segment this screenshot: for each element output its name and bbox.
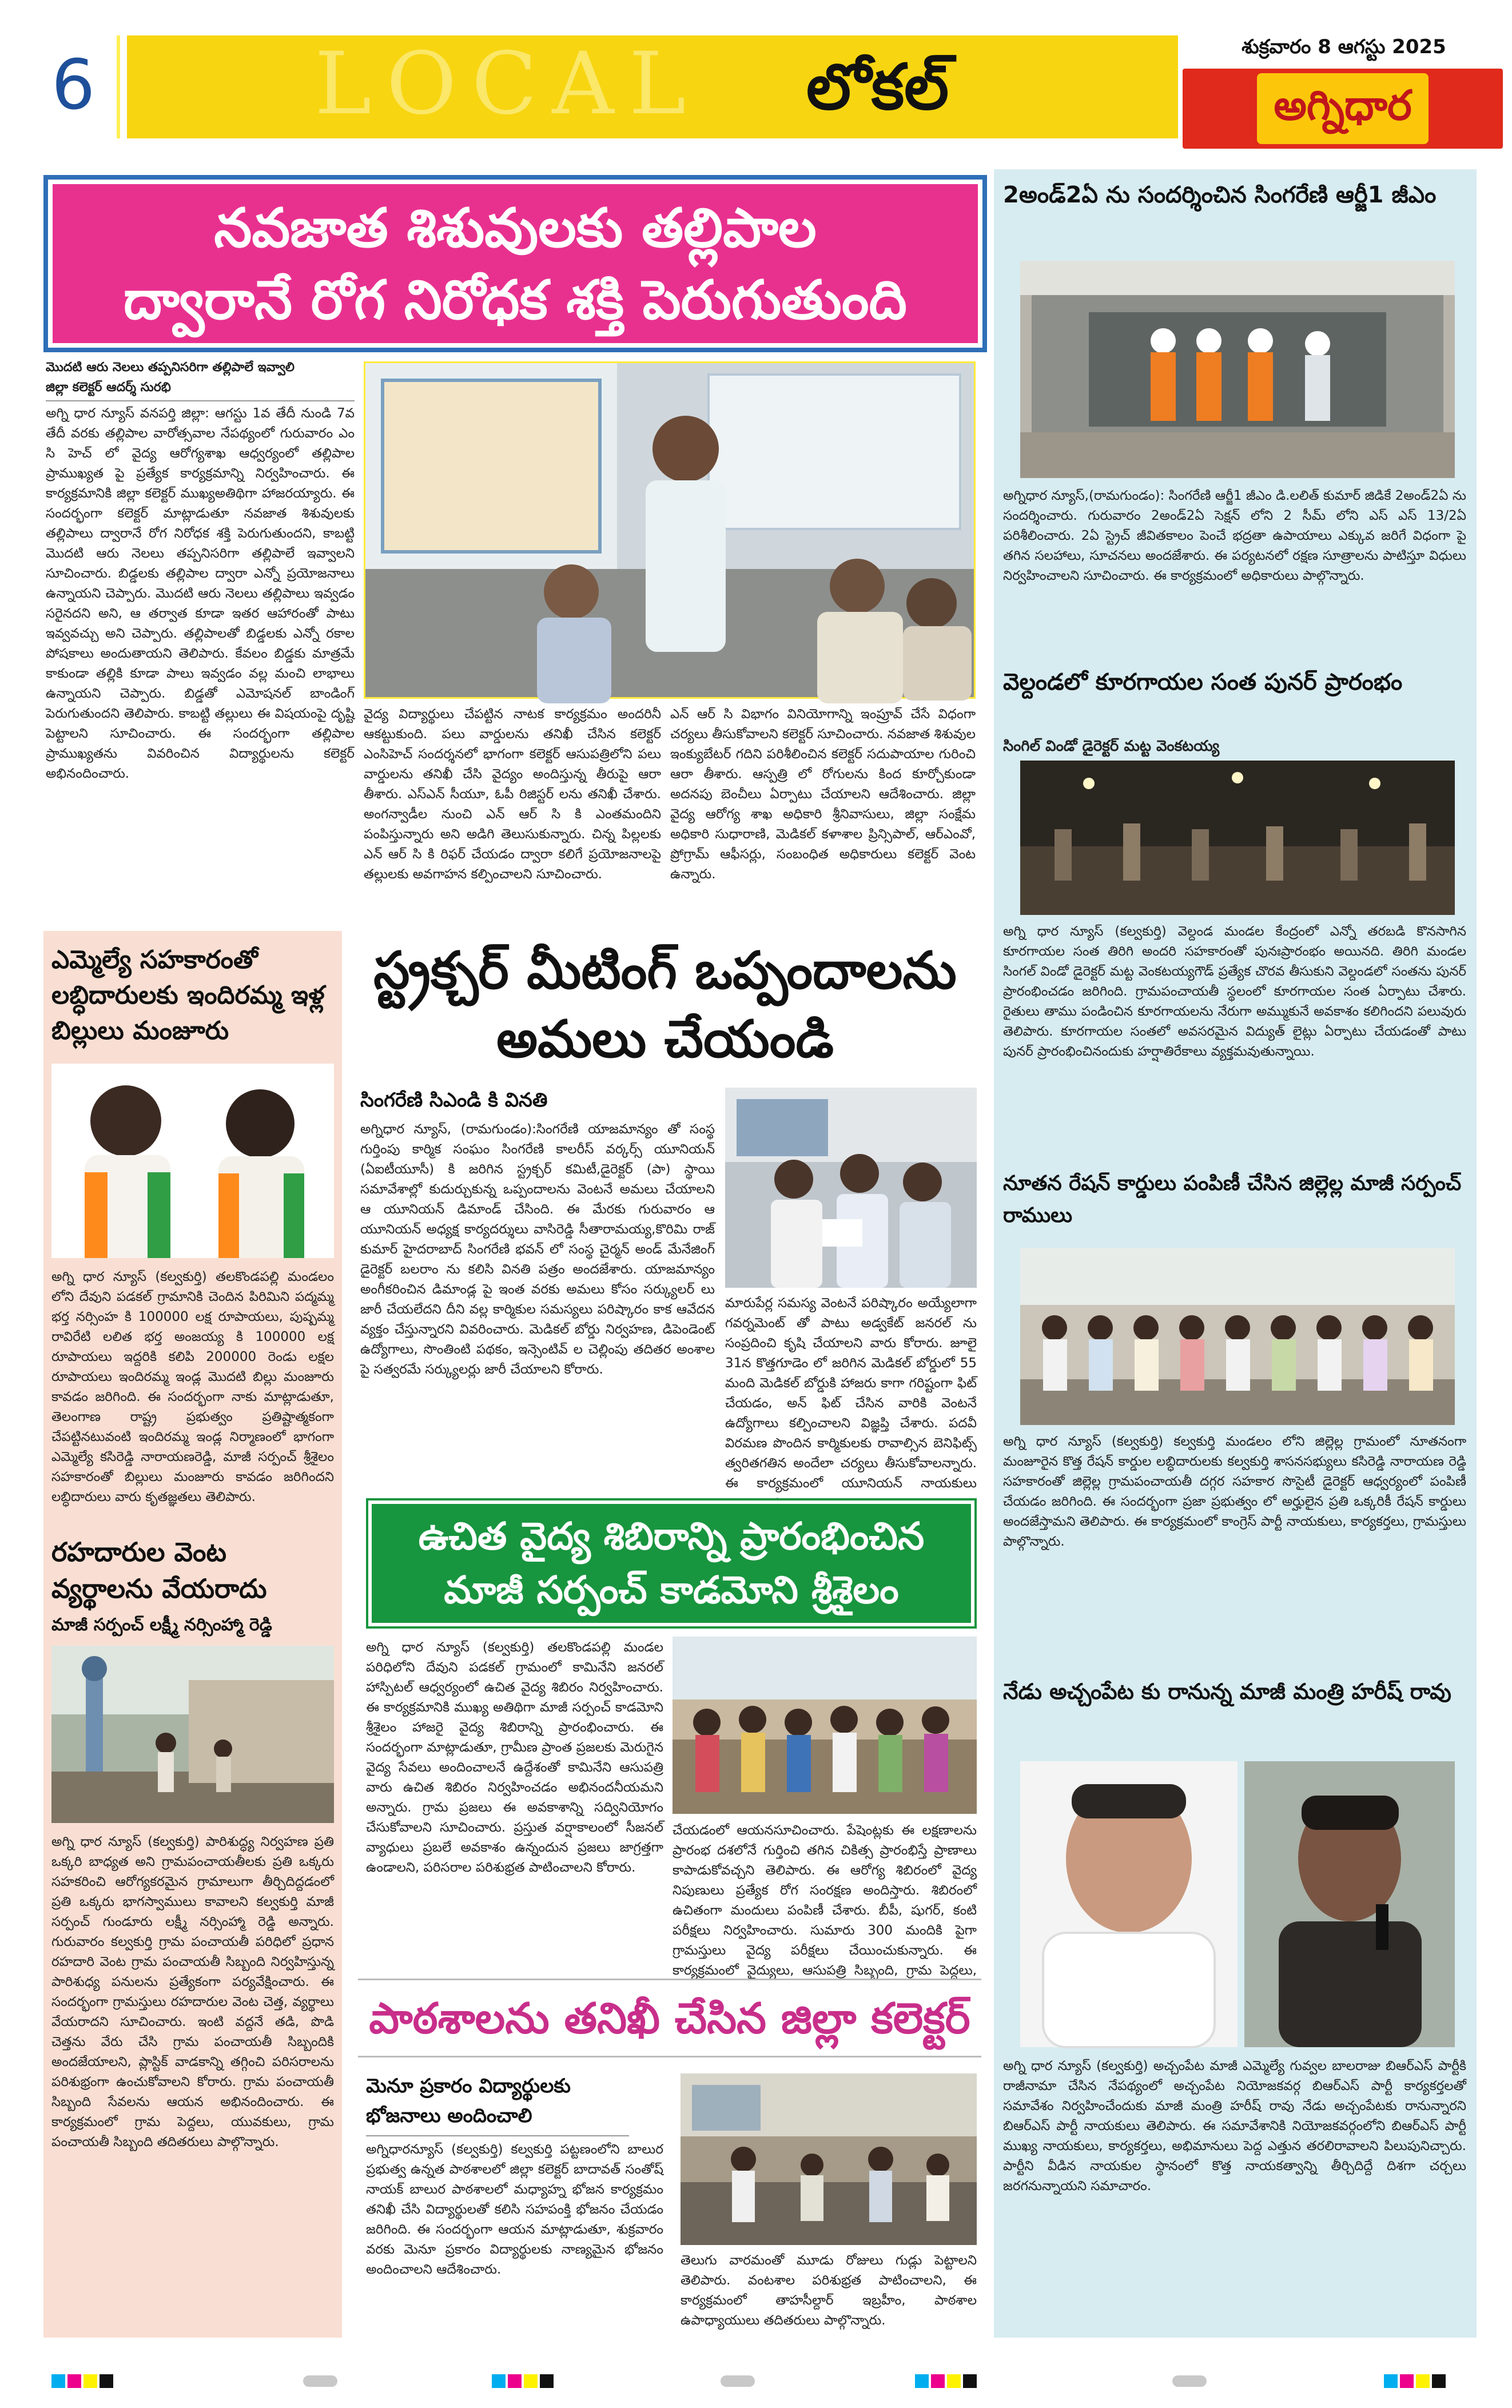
left-story2-body: అగ్ని ధార న్యూస్ (కల్వకుర్తి) పారిశుద్ధ్య నిర్వహణ ప్రతి ఒక్కరి బాధ్యత అని గ్రామపంచాయతీలకు ప్రతి ఒక్కరు సహకరించి ఆరోగ్యకరమైన గ్రామాలుగా తీర్చిదిద్దడంలో ప్రతి ఒక్కరు భాగస్వాములు కావాలని కల్వకుర్తి మాజీ సర్పంచ్ గుండూరు లక్ష్మీ నర్సింహ్మా రెడ్డి అన్నారు. గురువారం కల్వకుర్తి గ్రామ పంచాయతీ పరిధిలో ప్రధాన రహదారి వెంట గ్రామ పంచాయతీ సిబ్బంది నిర్వహిస్తున్న పారిశుధ్య పనులను ప్రత్యేకంగా పర్యవేక్షించారు. ఈ సందర్భంగా గ్రామస్తులు రహదారుల వెంట చెత్త, వ్యర్థాలు వేయరాదని సూచించారు. ఇంటి వద్దనే తడి, పొడి చెత్తను వేరు చేసి గ్రామ పంచాయతీ సిబ్బందికి అందజేయాలని, ప్లాస్టిక్ వాడకాన్ని తగ్గించి పరిసరాలను పరిశుభ్రంగా ఉంచుకోవాలని కోరారు. గ్రామ పంచాయతీ సిబ్బంది సేవలను ఆయన అభినందించారు. ఈ కార్యక్రమంలో గ్రామ పెద్దలు, యువకులు, గ్రామ పంచాయతీ సిబ్బంది తదితరులు పాల్గొన్నారు. [51,1834,334,2150]
page-number: 6 [51,46,96,125]
right-story2-subhead: సింగిల్ విండో డైరెక్టర్ మట్ట వెంకటయ్య [1003,738,1220,755]
regmark-magenta-4 [1400,2374,1414,2388]
regmark-magenta-2 [508,2374,522,2388]
right-story2-headline: వెల్దండలో కూరగాయల సంత పునర్ ప్రారంభం [1003,669,1403,695]
regmark-grey-3 [1172,2375,1207,2387]
section-label-en: LOCAL [315,34,701,134]
center-story2-body-a: అగ్ని ధార న్యూస్ (కల్వకుర్తి) తలకొండపల్లి మండల పరిధిలోని దేవుని పడకల్ గ్రామంలో కామినేని జనరల్ హాస్పిటల్ ఆధ్వర్యంలో ఉచిత వైద్య శిబిరం నిర్వహించారు. ఈ కార్యక్రమానికి ముఖ్య అతిథిగా మాజీ సర్పంచ్ కాడమోని శ్రీశైలం హాజరై వైద్య శిబిరాన్ని ప్రారంభించారు. ఈ సందర్భంగా మాట్లాడుతూ, గ్రామీణ ప్రాంత ప్రజలకు మెరుగైన వైద్య సేవలు అందించాలనే ఉద్దేశంతో కామినేని ఆసుపత్రి వారు ఉచిత శిబిరం నిర్వహించడం అభినందనీయమని అన్నారు. గ్రామ ప్రజలు ఈ అవకాశాన్ని సద్వినియోగం చేసుకోవాలని సూచించారు. ప్రస్తుత వర్షాకాలంలో సీజనల్ వ్యాధులు ప్రబలే అవకాశం ఉన్నందున ప్రజలు జాగ్రత్తగా ఉండాలని, పరిసరాల పరిశుభ్రత పాటించాలని కోరారు. [366,1640,663,1875]
right-story1-headline: 2అండ్2ఏ ను సందర్శించిన సింగరేణి ఆర్జీ1 జీఎం [1003,182,1437,208]
right-story4-photo-right [1244,1761,1455,2047]
lead-body-col1: అగ్ని ధార న్యూస్ వనపర్తి జిల్లా: ఆగస్టు 1వ తేదీ నుండి 7వ తేదీ వరకు తల్లిపాల వారోత్సవాల నేపథ్యంలో గురువారం ఎం సి హెచ్ లో వైద్య ఆరోగ్యశాఖ ఆధ్వర్యంలో తల్లిపాల ప్రాముఖ్యత పై ప్రత్యేక కార్యక్రమాన్ని నిర్వహించారు. ఈ కార్యక్రమానికి జిల్లా కలెక్టర్ ముఖ్యఅతిథిగా హాజరయ్యారు. ఈ సందర్భంగా కలెక్టర్ మాట్లాడుతూ నవజాత శిశువులకు తల్లిపాలు ద్వారానే రోగ నిరోధక శక్తి పెరుగుతుందని, కాబట్టి మొదటి ఆరు నెలలు తప్పనిసరిగా తల్లిపాలే ఇవ్వాలని సూచించారు. బిడ్డలకు తల్లిపాల ద్వారా ఎన్నో ప్రయోజనాలు ఉన్నాయని చెప్పారు. మొదటి ఆరు నెలలు తల్లిపాలు ఇవ్వడం సరైనదని అని, ఆ తర్వాత కూడా ఇతర ఆహారంతో పాటు ఇవ్వవచ్చు అని చెప్పారు. తల్లిపాలతో బిడ్డలకు ఎన్నో రకాల పోషకాలు అందుతాయని తెలిపారు. కేవలం బిడ్డకు మాత్రమే కాకుండా తల్లికి కూడా పాలు ఇవ్వడం వల్ల మంచి లాభాలు ఉన్నాయని చెప్పారు. బిడ్డతో ఎమోషనల్ బాండింగ్ పెరుగుతుందని తెలిపారు. కాబట్టి తల్లులు ఈ విషయంపై దృష్టి పెట్టాలని సూచించారు. ఈ సందర్భంగా తల్లిపాల ప్రాముఖ్యతను వివరించిన విద్యార్థులను కలెక్టర్ అభినందించారు. [46,406,355,781]
center-story3-subhead-1: మెనూ ప్రకారం విద్యార్థులకు [366,2075,571,2097]
regmark-magenta-1 [67,2374,81,2388]
center-story1-headline-line2: అమలు చేయండి [496,1009,834,1069]
regmark-yellow-3 [947,2374,961,2388]
center-story2-headline-line1: ఉచిత వైద్య శిబిరాన్ని ప్రారంభించిన [418,1514,925,1558]
right-story4-photo-right-scene [1244,1761,1455,2047]
right-story2-photo-scene [1020,761,1455,915]
left-story2-headline: రహదారుల వెంట వ్యర్థాలను వేయరాదు [51,1537,267,1604]
right-story3-photo-scene [1020,1248,1455,1425]
section-label-te: లోకల్ [806,50,949,124]
lead-photo [364,361,976,699]
center-story3-subhead-2: భోజనాలు అందించాలి [366,2104,532,2127]
right-story4-headline: నేడు అచ్చంపేట కు రానున్న మాజీ మంత్రి హరీష్ రావు [1003,1679,1451,1704]
left-story1-photo [51,1064,334,1258]
left-story1-photo-scene [51,1064,334,1258]
regmark-black-3 [963,2374,977,2388]
lead-headline-line2: ద్వారానే రోగ నిరోధక శక్తి పెరుగుతుంది [124,269,907,332]
left-story2-subhead: మాజీ సర్పంచ్ లక్ష్మీ నర్సింహ్మా రెడ్డి [51,1615,272,1635]
center-story3-rule [366,2135,629,2136]
regmark-yellow-2 [524,2374,538,2388]
center-story3-photo-scene [681,2073,977,2245]
right-story1-photo-scene [1020,261,1455,478]
regmark-black-1 [100,2374,113,2388]
center-story3-photo [681,2073,977,2245]
center-story3-headline-box [358,1979,981,2057]
center-story3-body-a: అగ్నిధారన్యూస్ (కల్వకుర్తి) కల్వకుర్తి పట్టణంలోని బాలుర ప్రభుత్వ ఉన్నత పాఠశాలలో జిల్లా కలెక్టర్ బాదావత్ సంతోష్ నాయక్ బాలుర పాఠశాలలో మధ్యాహ్న భోజన కార్యక్రమం తనిఖీ చేసి విద్యార్థులతో కలిసి సహపంక్తి భోజనం చేయడం జరిగింది. ఈ సందర్భంగా ఆయన మాట్లాడుతూ, శుక్రవారం వరకు మెనూ ప్రకారం విద్యార్థులకు నాణ్యమైన భోజనం అందించాలని ఆదేశించారు. [366,2142,663,2277]
lead-headline-fill [53,184,978,343]
regmark-yellow-1 [83,2374,97,2388]
lead-headline-box [43,175,987,352]
regmark-black-2 [540,2374,554,2388]
center-story1-headline-line1: స్ట్రక్చర్ మీటింగ్ ఒప్పందాలను [373,941,957,1001]
regmark-grey-1 [303,2375,337,2387]
right-story4-photo-left [1020,1761,1238,2047]
center-story2-headline-box [366,1498,977,1629]
regmark-grey-2 [721,2375,755,2387]
registration-strip [0,2367,1512,2396]
right-story1-body: అగ్నిధార న్యూస్,(రామగుండం): సింగరేణి ఆర్జీ1 జీఎం డి.లలిత్ కుమార్ జిడికే 2అండ్2ఏ ను సందర్శించారు. గురువారం 2అండ్2ఏ సెక్షన్ లోని 2 సీమ్ లోని ఎస్ ఎస్ 13/2ఏ పరిశీలించారు. 2ఏ స్ట్రెచ్ జీవితకాలం పెంచే భద్రతా ఉపాయాలు ఎక్కువ జరిగే విధంగా పై తగిన సలహాలు, సూచనలు అందజేశారు. ఈ పర్యటనలో రక్షణ సూత్రాలను పాటిస్తూ విధులు నిర్వహించాలని సూచించారు. ఈ కార్యక్రమంలో అధికారులు పాల్గొన్నారు. [1003,488,1466,583]
masthead-date: శుక్రవారం 8 ఆగస్టు 2025 [1242,35,1446,58]
right-story3-headline: నూతన రేషన్ కార్డులు పంపిణీ చేసిన జిల్లెల్ల మాజీ సర్పంచ్ రాములు [1003,1172,1462,1227]
center-story2-body-b: చేయడంలో ఆయనసూచించారు. పేషెంట్లకు ఈ లక్షణాలను ప్రారంభ దశలోనే గుర్తించి తగిన చికిత్స ప్రారంభిస్తే ప్రాణాలు కాపాడుకోవచ్చని తెలిపారు. ఈ ఆరోగ్య శిబిరంలో వైద్య నిపుణులు ప్రత్యేక రోగ సంరక్షణ అందిస్తారు. శిబిరంలో ఉచితంగా మందులు పంపిణీ చేశారు. బీపీ, షుగర్, కంటి పరీక్షలు నిర్వహించారు. సుమారు 300 మందికి పైగా గ్రామస్తులు వైద్య పరీక్షలు చేయించుకున్నారు. ఈ కార్యక్రమంలో వైద్యులు, ఆసుపత్రి సిబ్బంది, గ్రామ పెద్దలు, [673,1823,977,1978]
center-story2-headline-fill [372,1504,971,1623]
page-number-box [34,35,120,138]
regmark-magenta-3 [931,2374,945,2388]
right-story2-photo [1020,761,1455,915]
center-story1-body-b: మారుపేర్ల సమస్య వెంటనే పరిష్కారం అయ్యేలాగా గవర్నమెంట్ తో పాటు అడ్వకేట్ జనరల్ ను సంప్రదించి కృషి చేయాలని వారు కోరారు. జూలై 31న కొత్తగూడెం లో జరిగిన మెడికల్ బోర్డులో 55 మంది మెడికల్ బోర్డుకి హాజరు కాగా గరిష్టంగా ఫిట్ చేయడం, అన్ ఫిట్ చేసిన వారికి వెంటనే ఉద్యోగాలు కల్పించాలని విజ్ఞప్తి చేశారు. పదవీ విరమణ పొందిన కార్మికులకు రావాల్సిన బెనిఫిట్స్ త్వరితగతిన అందేలా చర్యలు తీసుకోవాలన్నారు. ఈ కార్యక్రమంలో యూనియన్ నాయకులు [725,1296,977,1491]
center-story2-headline-line2: మాజీ సర్పంచ్ కాడమోని శ్రీశైలం [444,1568,899,1612]
regmark-cyan-3 [915,2374,929,2388]
paper-logo [1183,69,1503,149]
lead-headline-line1: నవజాత శిశువులకు తల్లిపాల [214,197,817,260]
paper-logo-text: అగ్నిధార [1274,81,1412,129]
lead-subhead-rule [46,400,355,401]
left-story2-photo-scene [51,1646,334,1823]
left-story1-headline: ఎమ్మెల్యే సహకారంతో లబ్ధిదారులకు ఇందిరమ్మ ఇళ్ల బిల్లులు మంజూరు [51,945,325,1045]
right-story4-body: అగ్ని ధార న్యూస్ (కల్వకుర్తి) అచ్చంపేట మాజీ ఎమ్మెల్యే గువ్వల బాలరాజు బిఆర్ఎస్ పార్టీకి రాజీనామా చేసిన నేపథ్యంలో అచ్చంపేట నియోజకవర్గ బిఆర్ఎస్ పార్టీ కార్యకర్తలతో సమావేశం నిర్వహించేందుకు మాజీ మంత్రి హరీష్ రావు నేడు అచ్చంపేటకు రానున్నారని బిఆర్ఎస్ పార్టీ నాయకులు తెలిపారు. ఈ సమావేశానికి నియోజకవర్గంలోని బిఆర్ఎస్ పార్టీ ముఖ్య నాయకులు, కార్యకర్తలు, అభిమానులు పెద్ద ఎత్తున తరలిరావాలని పిలుపునిచ్చారు. పార్టీని వీడిన నాయకుల స్థానంలో కొత్త నాయకత్వాన్ని తీర్చిదిద్దే దిశగా చర్చలు జరగనున్నాయని సమాచారం. [1003,2059,1466,2194]
left-story2-photo [51,1646,334,1823]
center-story1-subhead: సింగరేణి సిఎండి కి వినతి [360,1089,548,1112]
center-story3-headline: పాఠశాలను తనిఖీ చేసిన జిల్లా కలెక్టర్ [369,1994,970,2043]
regmark-cyan-1 [51,2374,65,2388]
center-story1-photo-scene [725,1088,977,1288]
lead-subhead-2: జిల్లా కలెక్టర్ ఆదర్శ్ సురభి [46,380,171,395]
lead-body-col3: ఎన్ ఆర్ సి విభాగం వినియోగాన్ని ఇంప్రూవ్ చేసే విధంగా చర్యలు తీసుకోవాలని కలెక్టర్ సూచించారు. నవజాత శిశువుల ఇంక్యుబేటర్ గదిని పరిశీలించిన కలెక్టర్ సదుపాయాల గురించి ఆరా తీశారు. ఆస్పత్రి లో రోగులను కింద కూర్చోకుండా అదనపు బెంచీలు ఏర్పాటు చేయాలని ఆదేశించారు. జిల్లా వైద్య ఆరోగ్య శాఖ అధికారి శ్రీనివాసులు, జిల్లా సంక్షేమ అధికారి సుధారాణి, మెడికల్ కళాశాల ప్రిన్సిపాల్, ఆర్ఎంవో, ప్రోగ్రామ్ ఆఫీసర్లు, సంబంధిత అధికారులు కలెక్టర్ వెంట ఉన్నారు. [670,707,976,882]
center-story1-photo [725,1088,977,1288]
right-story4-photo-left-scene [1020,1761,1238,2047]
regmark-cyan-4 [1384,2374,1398,2388]
regmark-black-4 [1432,2374,1446,2388]
left-story1-body: అగ్ని ధార న్యూస్ (కల్వకుర్తి) తలకొండపల్లి మండలం లోని దేవుని పడకల్ గ్రామానికి చెందిన పిరిమిని పద్మమ్మ భర్త నర్సింహ కి 100000 లక్ష రూపాయలు, పుష్పమ్మ రావిరేటి లలిత భర్త అంజయ్య కి 100000 లక్ష రూపాయలు ఇద్దరికి కలిపి 200000 రెండు లక్షల రూపాయలు ఇందిరమ్మ ఇండ్ల మొదటి బిల్లు మంజూరు కావడం జరిగింది. ఈ సందర్భంగా నాకు మాట్లాడుతూ, తెలంగాణ రాష్ట్ర ప్రభుత్వం ప్రతిష్టాత్మకంగా చేపట్టినటువంటి ఇందిరమ్మ ఇండ్ల నిర్మాణంలో భాగంగా ఎమ్మెల్యే కసిరెడ్డి నారాయణరెడ్డి, మాజీ సర్పంచ్ శ్రీశైలం సహకారంతో బిల్లులు మంజూరు కావడం జరిగిందని లబ్ధిదారులు వారు కృతజ్ఞతలు తెలిపారు. [51,1269,334,1504]
right-story3-body: అగ్ని ధార న్యూస్ (కల్వకుర్తి) కల్వకుర్తి మండలం లోని జిల్లెల్ల గ్రామంలో నూతనంగా మంజూరైన కొత్త రేషన్ కార్డుల లబ్ధిదారులకు కల్వకుర్తి శాసనసభ్యులు కసిరెడ్డి నారాయణ రెడ్డి సహకారంతో జిల్లెల్ల గ్రామపంచాయతీ దగ్గర సహకార సొసైటీ డైరెక్టర్ ఆధ్వర్యంలో పంపిణీ చేయడం జరిగింది. ఈ సందర్భంగా ప్రజా ప్రభుత్వం లో అర్హులైన ప్రతి ఒక్కరికీ రేషన్ కార్డులు అందజేస్తామని తెలిపారు. ఈ కార్యక్రమంలో కాంగ్రెస్ పార్టీ నాయకులు, కార్యకర్తలు, గ్రామస్తులు పాల్గొన్నారు. [1003,1434,1466,1549]
center-story2-photo [673,1637,977,1814]
center-story2-photo-scene [673,1637,977,1814]
right-story3-photo [1020,1248,1455,1425]
right-story1-photo [1020,261,1455,478]
right-story2-body: అగ్ని ధార న్యూస్ (కల్వకుర్తి) వెల్దండ మండల కేంద్రంలో ఎన్నో తరబడి కొనసాగిన కూరగాయల సంత తిరిగి అందరి సహకారంతో పునఃప్రారంభం అయినది. తిరిగి మండల సింగల్ విండో డైరెక్టర్ మట్ట వెంకటయ్యగౌడ్ ప్రత్యేక చొరవ తీసుకుని వెల్దండలో సంతను పునర్ ప్రారంభించడం జరిగింది. గ్రామపంచాయతీ స్థలంలో కూరగాయల సంత ఏర్పాటు చేశారు. రైతులు తాము పండించిన కూరగాయలను నేరుగా అమ్ముకునే అవకాశం కలిగిందని పలువురు తెలిపారు. కూరగాయల సంతలో అవసరమైన విద్యుత్ లైట్లు ఏర్పాటు చేయడంతో పాటు పునర్ ప్రారంభించినందుకు హర్షాతిరేకాలు వ్యక్తమవుతున్నాయి. [1003,924,1466,1059]
lead-body-col2: వైద్య విద్యార్థులు చేపట్టిన నాటక కార్యక్రమం అందరినీ ఆకట్టుకుంది. పలు వార్డులను తనిఖీ చేసిన కలెక్టర్ ఎంసిహెచ్ సందర్శనలో భాగంగా కలెక్టర్ ఆసుపత్రిలోని పలు వార్డులను తనిఖీ చేసి వైద్యం అందిస్తున్న తీరుపై ఆరా తీశారు. ఎస్ఎన్ సీయూ, ఓపీ రిజిస్టర్ లను తనిఖీ చేశారు. అంగన్వాడీల నుంచి ఎన్ ఆర్ సి కి ఎంతమందిని పంపిస్తున్నారు అని అడిగి తెలుసుకున్నారు. చిన్న పిల్లలకు ఎన్ ఆర్ సి కి రిఫర్ చేయడం ద్వారా కలిగే ప్రయోజనాలపై తల్లులకు అవగాహన కల్పించాలని సూచించారు. [364,707,661,882]
regmark-yellow-4 [1416,2374,1430,2388]
lead-subhead-1: మొదటి ఆరు నెలలు తప్పనిసరిగా తల్లిపాలే ఇవ్వాలి [46,360,295,375]
masthead [0,0,1512,165]
lead-photo-scene [365,363,974,697]
center-story1-body-a: అగ్నిధార న్యూస్, (రామగుండం):సింగరేణి యాజమాన్యం తో సంస్థ గుర్తింపు కార్మిక సంఘం సింగరేణి కాలరీస్ వర్కర్స్ యూనియన్ (ఏఐటీయూసీ) కి జరిగిన స్ట్రక్చర్ కమిటీ,డైరెక్టర్ (పా) స్థాయి సమావేశాల్లో కుదుర్చుకున్న ఒప్పందాలను వెంటనే అమలు చేయాలని ఆ యూనియన్ డిమాండ్ చేసింది. ఈ మేరకు గురువారం ఆ యూనియన్ అధ్యక్ష కార్యదర్శులు వాసిరెడ్డి సీతారామయ్య,కొరిమి రాజ్ కుమార్ హైదరాబాద్ సింగరేణి భవన్ లో సంస్థ చైర్మన్ అండ్ మేనేజింగ్ డైరెక్టర్ బలరాం ను కలిసి వినతి పత్రం అందజేశారు. యాజమాన్యం అంగీకరించిన డిమాండ్ల పై ఇంత వరకు అమలు కోసం సర్క్యులర్ లు జారీ చేయలేదని దీని వల్ల కార్మికుల సమస్యలు పరిష్కారం కాక ఆవేదన వ్యక్తం చేస్తున్నారని వివరించారు. మెడికల్ బోర్డు నిర్వహణ, డిపెండెంట్ ఉద్యోగాలు, సొంతింటి పథకం, ఇన్సెంటివ్ ల చెల్లింపు తదితర అంశాల పై సత్వరమే సర్క్యులర్లు జారీ చేయాలని కోరారు. [360,1122,715,1377]
center-story3-body-b: తెలుగు వారమంతో మూడు రోజులు గుడ్లు పెట్టాలని తెలిపారు. వంటశాల పరిశుభ్రత పాటించాలని, ఈ కార్యక్రమంలో తాహసీల్దార్ ఇబ్రహీం, పాఠశాల ఉపాధ్యాయులు తదితరులు పాల్గొన్నారు. [681,2253,977,2328]
regmark-cyan-2 [492,2374,506,2388]
